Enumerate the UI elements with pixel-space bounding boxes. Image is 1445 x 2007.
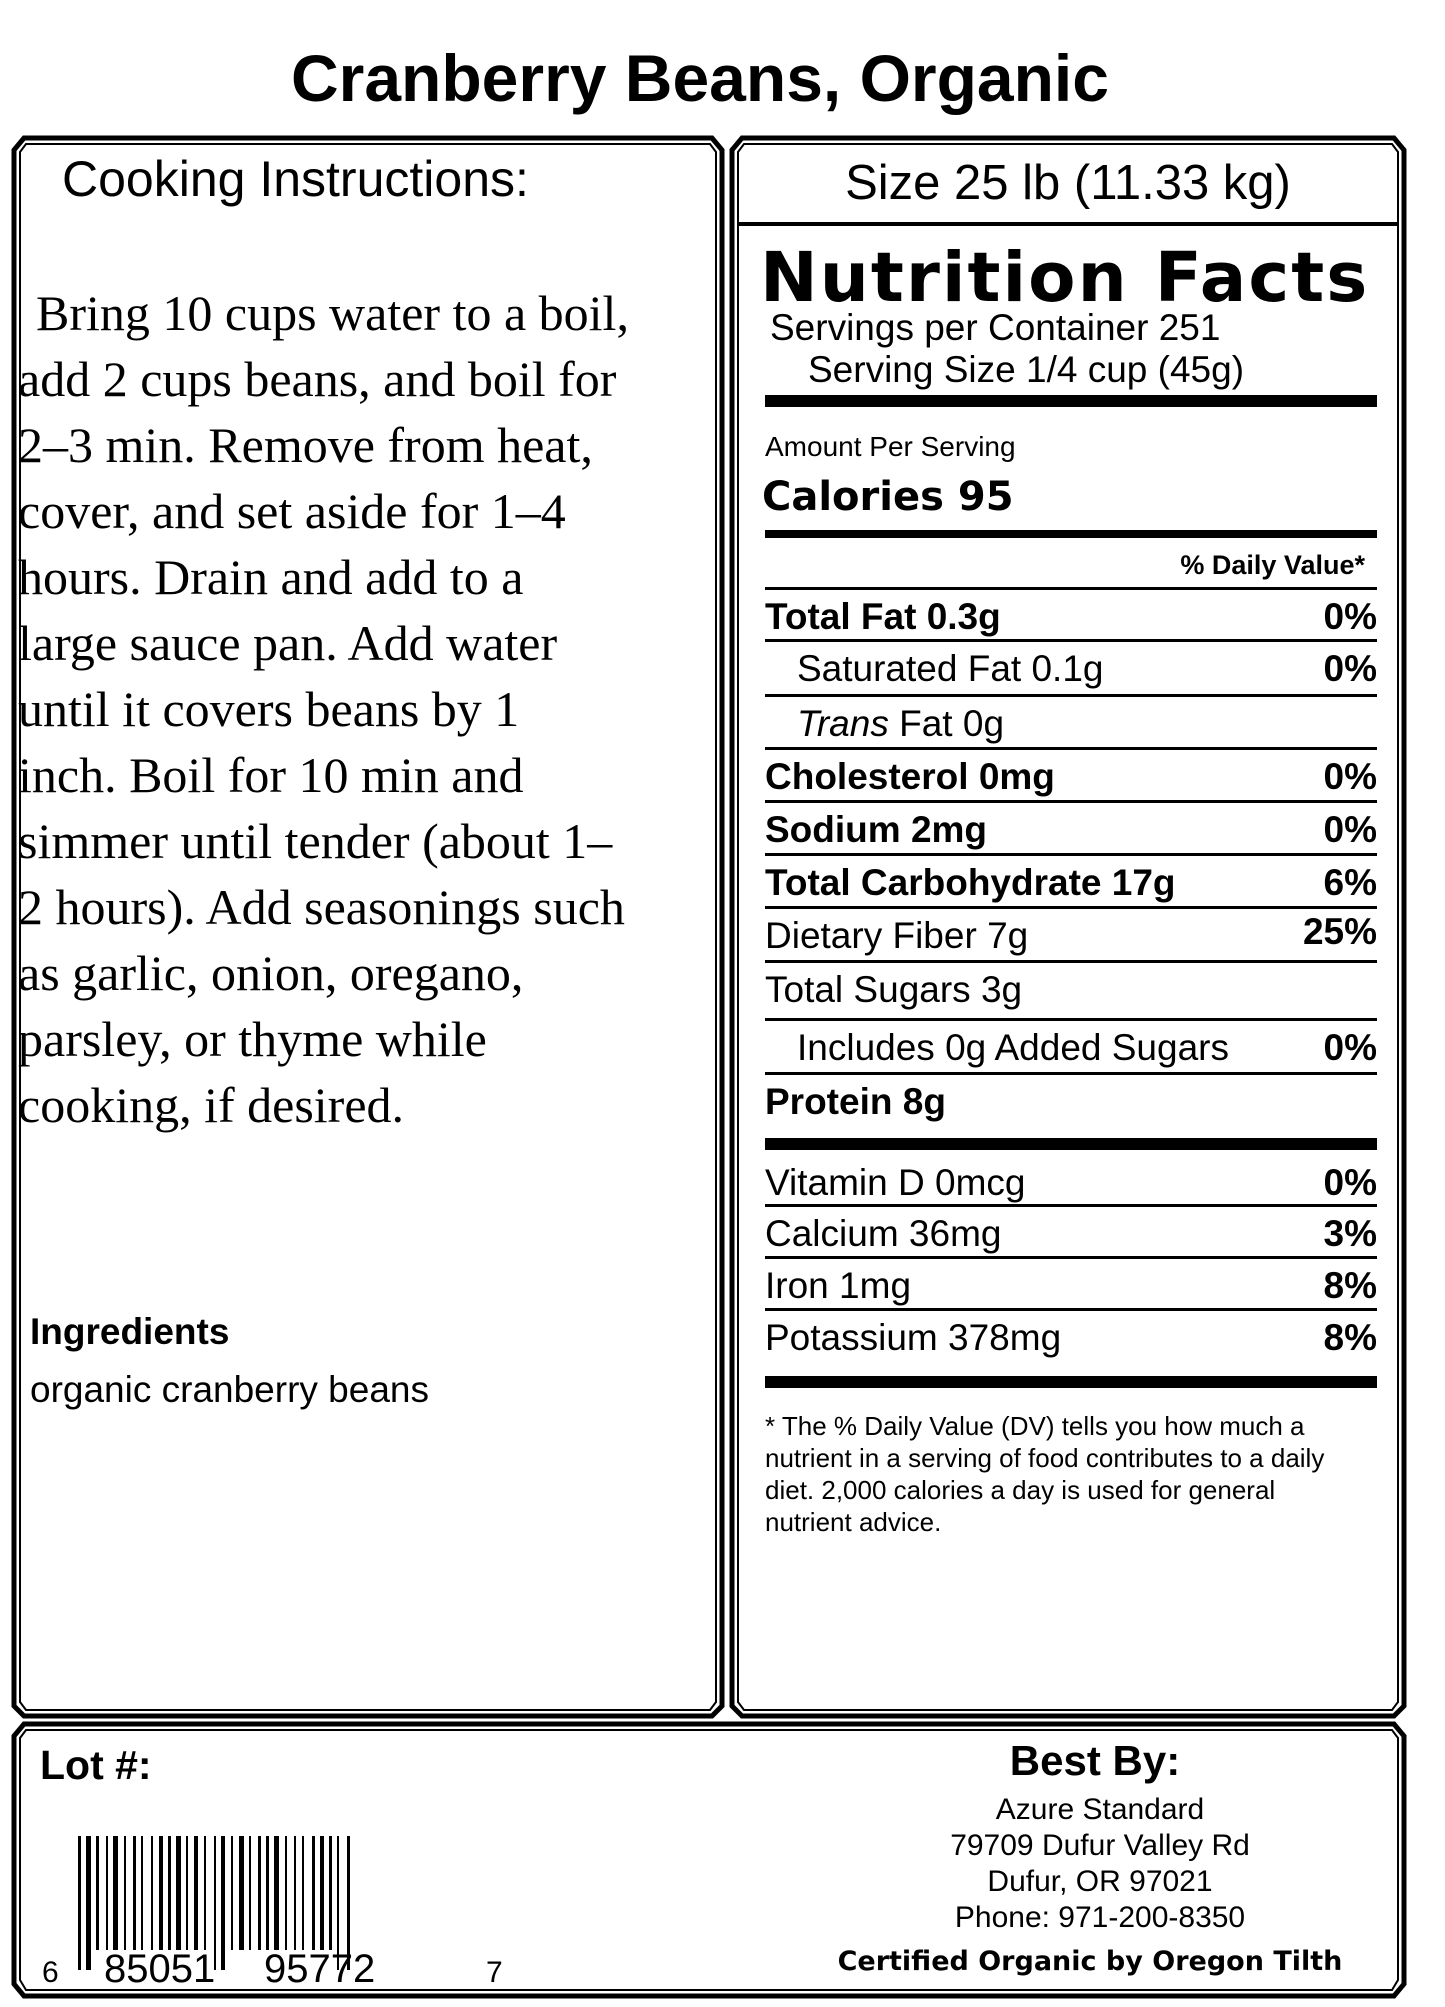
vitamin-row-iron — [765, 1256, 1377, 1308]
cooking-line: inch. Boil for 10 min and — [18, 747, 524, 803]
vitamin-dv: 8% — [1323, 1317, 1377, 1358]
barcode-bar — [320, 1836, 324, 1950]
nutrient-amount: 2mg — [910, 809, 988, 850]
cooking-line: hours. Drain and add to a — [18, 549, 524, 605]
nutrient-dv: 0% — [1323, 809, 1377, 850]
nutrient-dv: 0% — [1323, 648, 1377, 689]
nutrient-amount: 0.1g — [1031, 648, 1104, 689]
product-title: Cranberry Beans, Organic — [291, 41, 1109, 115]
nutrient-label: Includes 0g Added Sugars — [797, 1027, 1229, 1068]
barcode-bar — [106, 1836, 108, 1950]
company-name: Azure Standard — [995, 1793, 1205, 1826]
serving-size-value: 1/4 cup (45g) — [1026, 349, 1245, 390]
nutrient-row-total-fat — [765, 587, 1377, 639]
cooking-line: cover, and set aside for 1–4 — [18, 483, 566, 539]
barcode-bar — [204, 1836, 206, 1950]
vitamin-amount: 36mg — [908, 1213, 1002, 1254]
nutrient-dv: 0% — [1323, 1027, 1377, 1068]
cooking-instructions-heading: Cooking Instructions: — [62, 151, 529, 207]
calories-value: 95 — [957, 474, 1014, 520]
cooking-line: 2–3 min. Remove from heat, — [18, 417, 593, 473]
nutrient-amount: Fat 0g — [899, 703, 1005, 744]
nutrient-dv: 0% — [1323, 756, 1377, 797]
barcode-bar — [249, 1836, 251, 1950]
barcode-bar — [194, 1836, 198, 1950]
barcode-bar — [159, 1836, 163, 1950]
nutrient-amount: 0.3g — [926, 596, 1001, 637]
nutrient-amount: 17g — [1111, 862, 1176, 903]
barcode-bar — [186, 1836, 188, 1950]
cooking-line: large sauce pan. Add water — [18, 615, 558, 671]
barcode-right-digit: 7 — [486, 1956, 503, 1986]
nutrient-row-added-sugars — [765, 1018, 1377, 1070]
amount-per-serving: Amount Per Serving — [765, 431, 1016, 462]
cooking-line: Bring 10 cups water to a boil, — [36, 285, 629, 341]
barcode-bar — [274, 1836, 279, 1950]
nutrient-row-cholesterol — [765, 747, 1377, 799]
cooking-line: as garlic, onion, oregano, — [18, 945, 524, 1001]
barcode-graphic — [38, 1836, 508, 1986]
nutrition-facts-heading: Nutrition Facts — [760, 238, 1370, 318]
cooking-line: parsley, or thyme while — [18, 1011, 487, 1067]
vitamin-dv: 3% — [1323, 1213, 1377, 1254]
calories-label: Calories — [762, 474, 944, 520]
nutrient-amount: 7g — [987, 915, 1029, 956]
thick-divider — [765, 1138, 1377, 1150]
vitamin-amount: 0mcg — [935, 1162, 1026, 1203]
vitamin-amount: 378mg — [948, 1317, 1062, 1358]
nutrient-row-saturated-fat — [765, 639, 1377, 691]
nutrient-label: Sodium — [765, 809, 901, 850]
barcode — [38, 1836, 508, 1991]
package-size: Size 25 lb (11.33 kg) — [845, 156, 1291, 210]
vitamin-label: Iron — [765, 1265, 829, 1306]
servings-per-container — [770, 307, 1220, 349]
calories — [762, 470, 1014, 524]
vitamin-row-potassium — [765, 1308, 1377, 1360]
cooking-line: until it covers beans by 1 — [18, 681, 520, 737]
barcode-bar — [151, 1836, 153, 1950]
daily-value-footnote: * The % Daily Value (DV) tells you how much a nutrient in a serving of food contributes to a daily diet. 2,000 calories a day is used for general nutrient advice. — [765, 1411, 1325, 1537]
medium-divider — [765, 530, 1377, 538]
cooking-line: cooking, if desired. — [18, 1077, 405, 1133]
barcode-bar — [329, 1836, 332, 1950]
nutrient-label: Dietary Fiber — [765, 915, 977, 956]
best-by-label: Best By: — [1009, 1737, 1181, 1784]
cooking-instructions-text — [18, 280, 718, 1138]
vitamin-dv: 8% — [1323, 1265, 1377, 1306]
barcode-bar — [231, 1836, 233, 1950]
barcode-digits-group-1: 85051 — [104, 1947, 216, 1986]
nutrient-label: Total Fat — [765, 596, 917, 637]
barcode-left-digit: 6 — [42, 1956, 59, 1986]
organic-certification: Certified Organic by Oregon Tilth — [837, 1946, 1343, 1977]
barcode-bar — [133, 1836, 136, 1950]
lot-number-label: Lot #: — [40, 1742, 152, 1788]
serving-size — [808, 349, 1244, 391]
servings-value: 251 — [1158, 307, 1221, 348]
barcode-bar — [168, 1836, 171, 1950]
servings-label: Servings per Container — [770, 307, 1149, 348]
vitamin-dv: 0% — [1323, 1162, 1377, 1203]
vitamin-label: Vitamin D — [765, 1162, 925, 1203]
nutrient-label: Protein — [765, 1081, 893, 1122]
company-phone: Phone: 971-200-8350 — [954, 1901, 1246, 1934]
nutrient-row-total-carbohydrate — [765, 853, 1377, 905]
barcode-bar — [113, 1836, 118, 1950]
thick-divider — [765, 1376, 1377, 1388]
nutrient-dv: 0% — [1323, 596, 1377, 637]
nutrient-row-dietary-fiber — [765, 906, 1377, 958]
nutrient-row-protein — [765, 1072, 1377, 1124]
daily-value-header: % Daily Value* — [1180, 550, 1365, 580]
nutrient-row-sodium — [765, 800, 1377, 852]
size-divider — [738, 222, 1398, 226]
barcode-digits-group-2: 95772 — [264, 1947, 376, 1986]
nutrient-amount: 3g — [980, 969, 1023, 1010]
barcode-bar — [86, 1836, 91, 1970]
barcode-bar — [96, 1836, 99, 1950]
serving-size-label: Serving Size — [808, 349, 1016, 390]
nutrient-dv: 25% — [1302, 911, 1377, 952]
nutrient-amount: 8g — [902, 1081, 946, 1122]
company-street: 79709 Dufur Valley Rd — [950, 1829, 1250, 1862]
nutrient-row-trans-fat — [765, 694, 1377, 746]
cooking-line: simmer until tender (about 1– — [18, 813, 613, 869]
ingredients-heading: Ingredients — [30, 1311, 230, 1352]
barcode-bar — [78, 1836, 81, 1970]
nutrient-row-total-sugars — [765, 960, 1377, 1012]
nutrient-label: Total Carbohydrate — [765, 862, 1102, 903]
nutrient-dv: 6% — [1323, 862, 1377, 903]
nutrient-label: Trans — [797, 703, 889, 744]
barcode-bar — [124, 1836, 126, 1950]
company-address — [900, 1792, 1300, 1936]
nutrient-amount: 0mg — [978, 756, 1055, 797]
barcode-bar — [285, 1836, 287, 1950]
thick-divider — [765, 395, 1377, 407]
vitamin-label: Calcium — [765, 1213, 899, 1254]
barcode-bar — [258, 1836, 261, 1950]
vitamin-label: Potassium — [765, 1317, 938, 1358]
barcode-bar — [221, 1836, 225, 1970]
barcode-bar — [239, 1836, 244, 1950]
barcode-bar — [302, 1836, 304, 1950]
nutrient-label: Saturated Fat — [797, 648, 1022, 689]
barcode-bar — [266, 1836, 269, 1950]
barcode-bar — [141, 1836, 143, 1950]
vitamin-amount: 1mg — [839, 1265, 912, 1306]
vitamin-row-vitamin-d — [765, 1156, 1377, 1208]
nutrient-label: Total Sugars — [765, 969, 971, 1010]
barcode-bar — [312, 1836, 315, 1950]
cooking-line: add 2 cups beans, and boil for — [18, 351, 617, 407]
company-city: Dufur, OR 97021 — [987, 1865, 1213, 1898]
barcode-bar — [294, 1836, 296, 1950]
nutrient-label: Cholesterol — [765, 756, 969, 797]
cooking-line: 2 hours). Add seasonings such — [18, 879, 625, 935]
ingredients-text: organic cranberry beans — [30, 1369, 429, 1410]
vitamin-row-calcium — [765, 1204, 1377, 1256]
barcode-bar — [176, 1836, 181, 1950]
